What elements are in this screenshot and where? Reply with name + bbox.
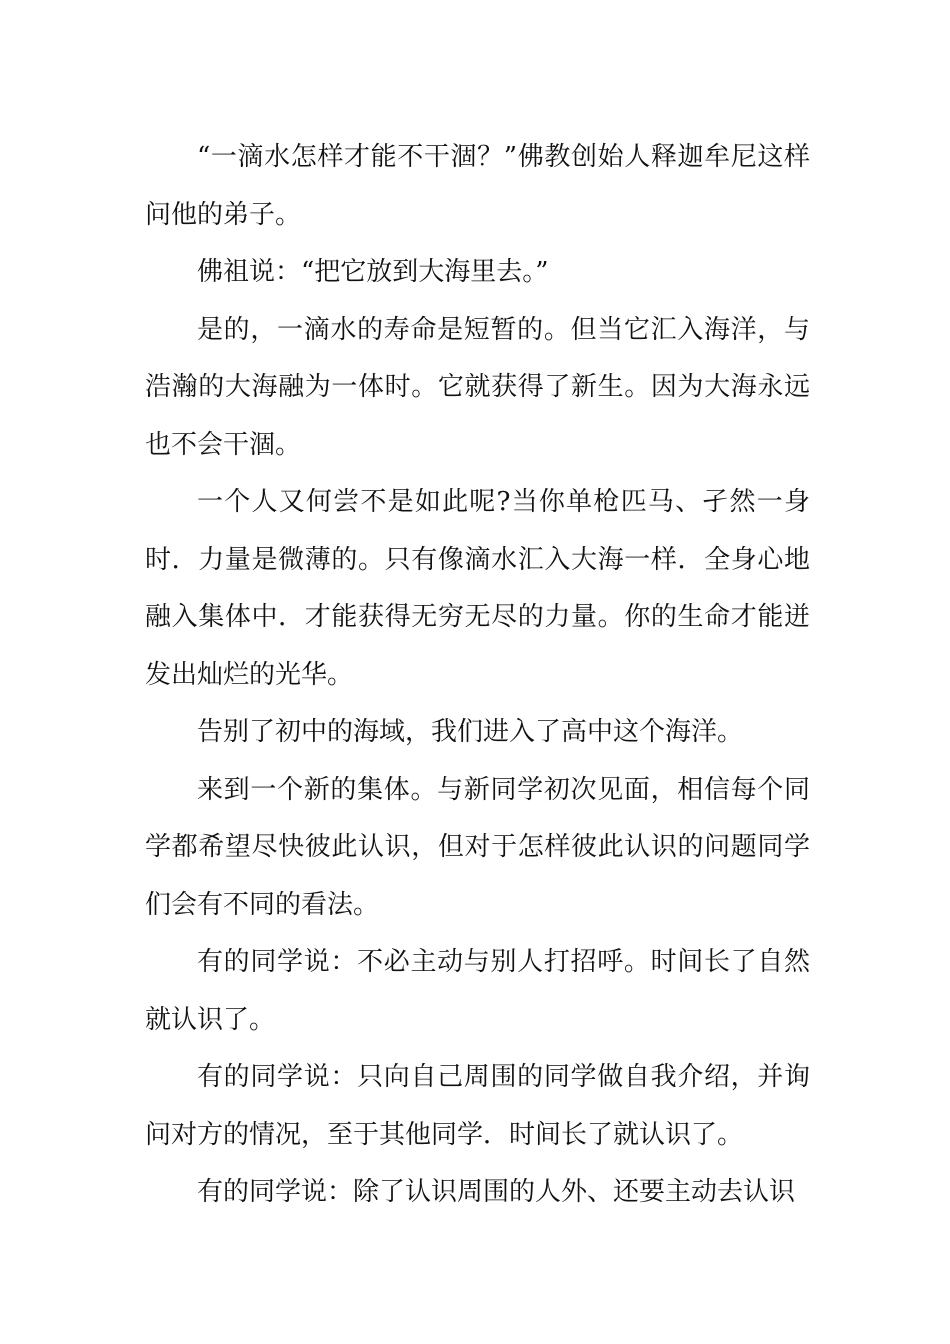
paragraph: 一个人又何尝不是如此呢?当你单枪匹马、孑然一身时．力量是微薄的。只有像滴水汇入大海一样．全身心地融入集体中．才能获得无穷无尽的力量。你的生命才能迸发出灿烂的光华。 <box>145 487 810 690</box>
paragraph: 有的同学说：不必主动与别人打招呼。时间长了自然就认识了。 <box>145 947 810 1035</box>
paragraph: 告别了初中的海域，我们进入了高中这个海洋。 <box>197 717 744 747</box>
paragraph: 有的同学说：只向自己周围的同学做自我介绍，并询问对方的情况，至于其他同学．时间长了就认识了。 <box>145 1062 810 1150</box>
paragraph: 是的，一滴水的寿命是短暂的。但当它汇入海洋，与浩瀚的大海融为一体时。它就获得了新生。因为大海永远也不会干涸。 <box>145 314 810 460</box>
paragraph: “一滴水怎样才能不干涸？”佛教创始人释迦牟尼这样问他的弟子。 <box>145 142 810 230</box>
paragraph: 佛祖说：“把它放到大海里去。” <box>197 257 549 287</box>
paragraph: 有的同学说：除了认识周围的人外、还要主动去认识 <box>197 1177 796 1207</box>
document-body <box>145 129 810 1222</box>
paragraph: 来到一个新的集体。与新同学初次见面，相信每个同学都希望尽快彼此认识，但对于怎样彼此认识的问题同学们会有不同的看法。 <box>145 774 810 920</box>
